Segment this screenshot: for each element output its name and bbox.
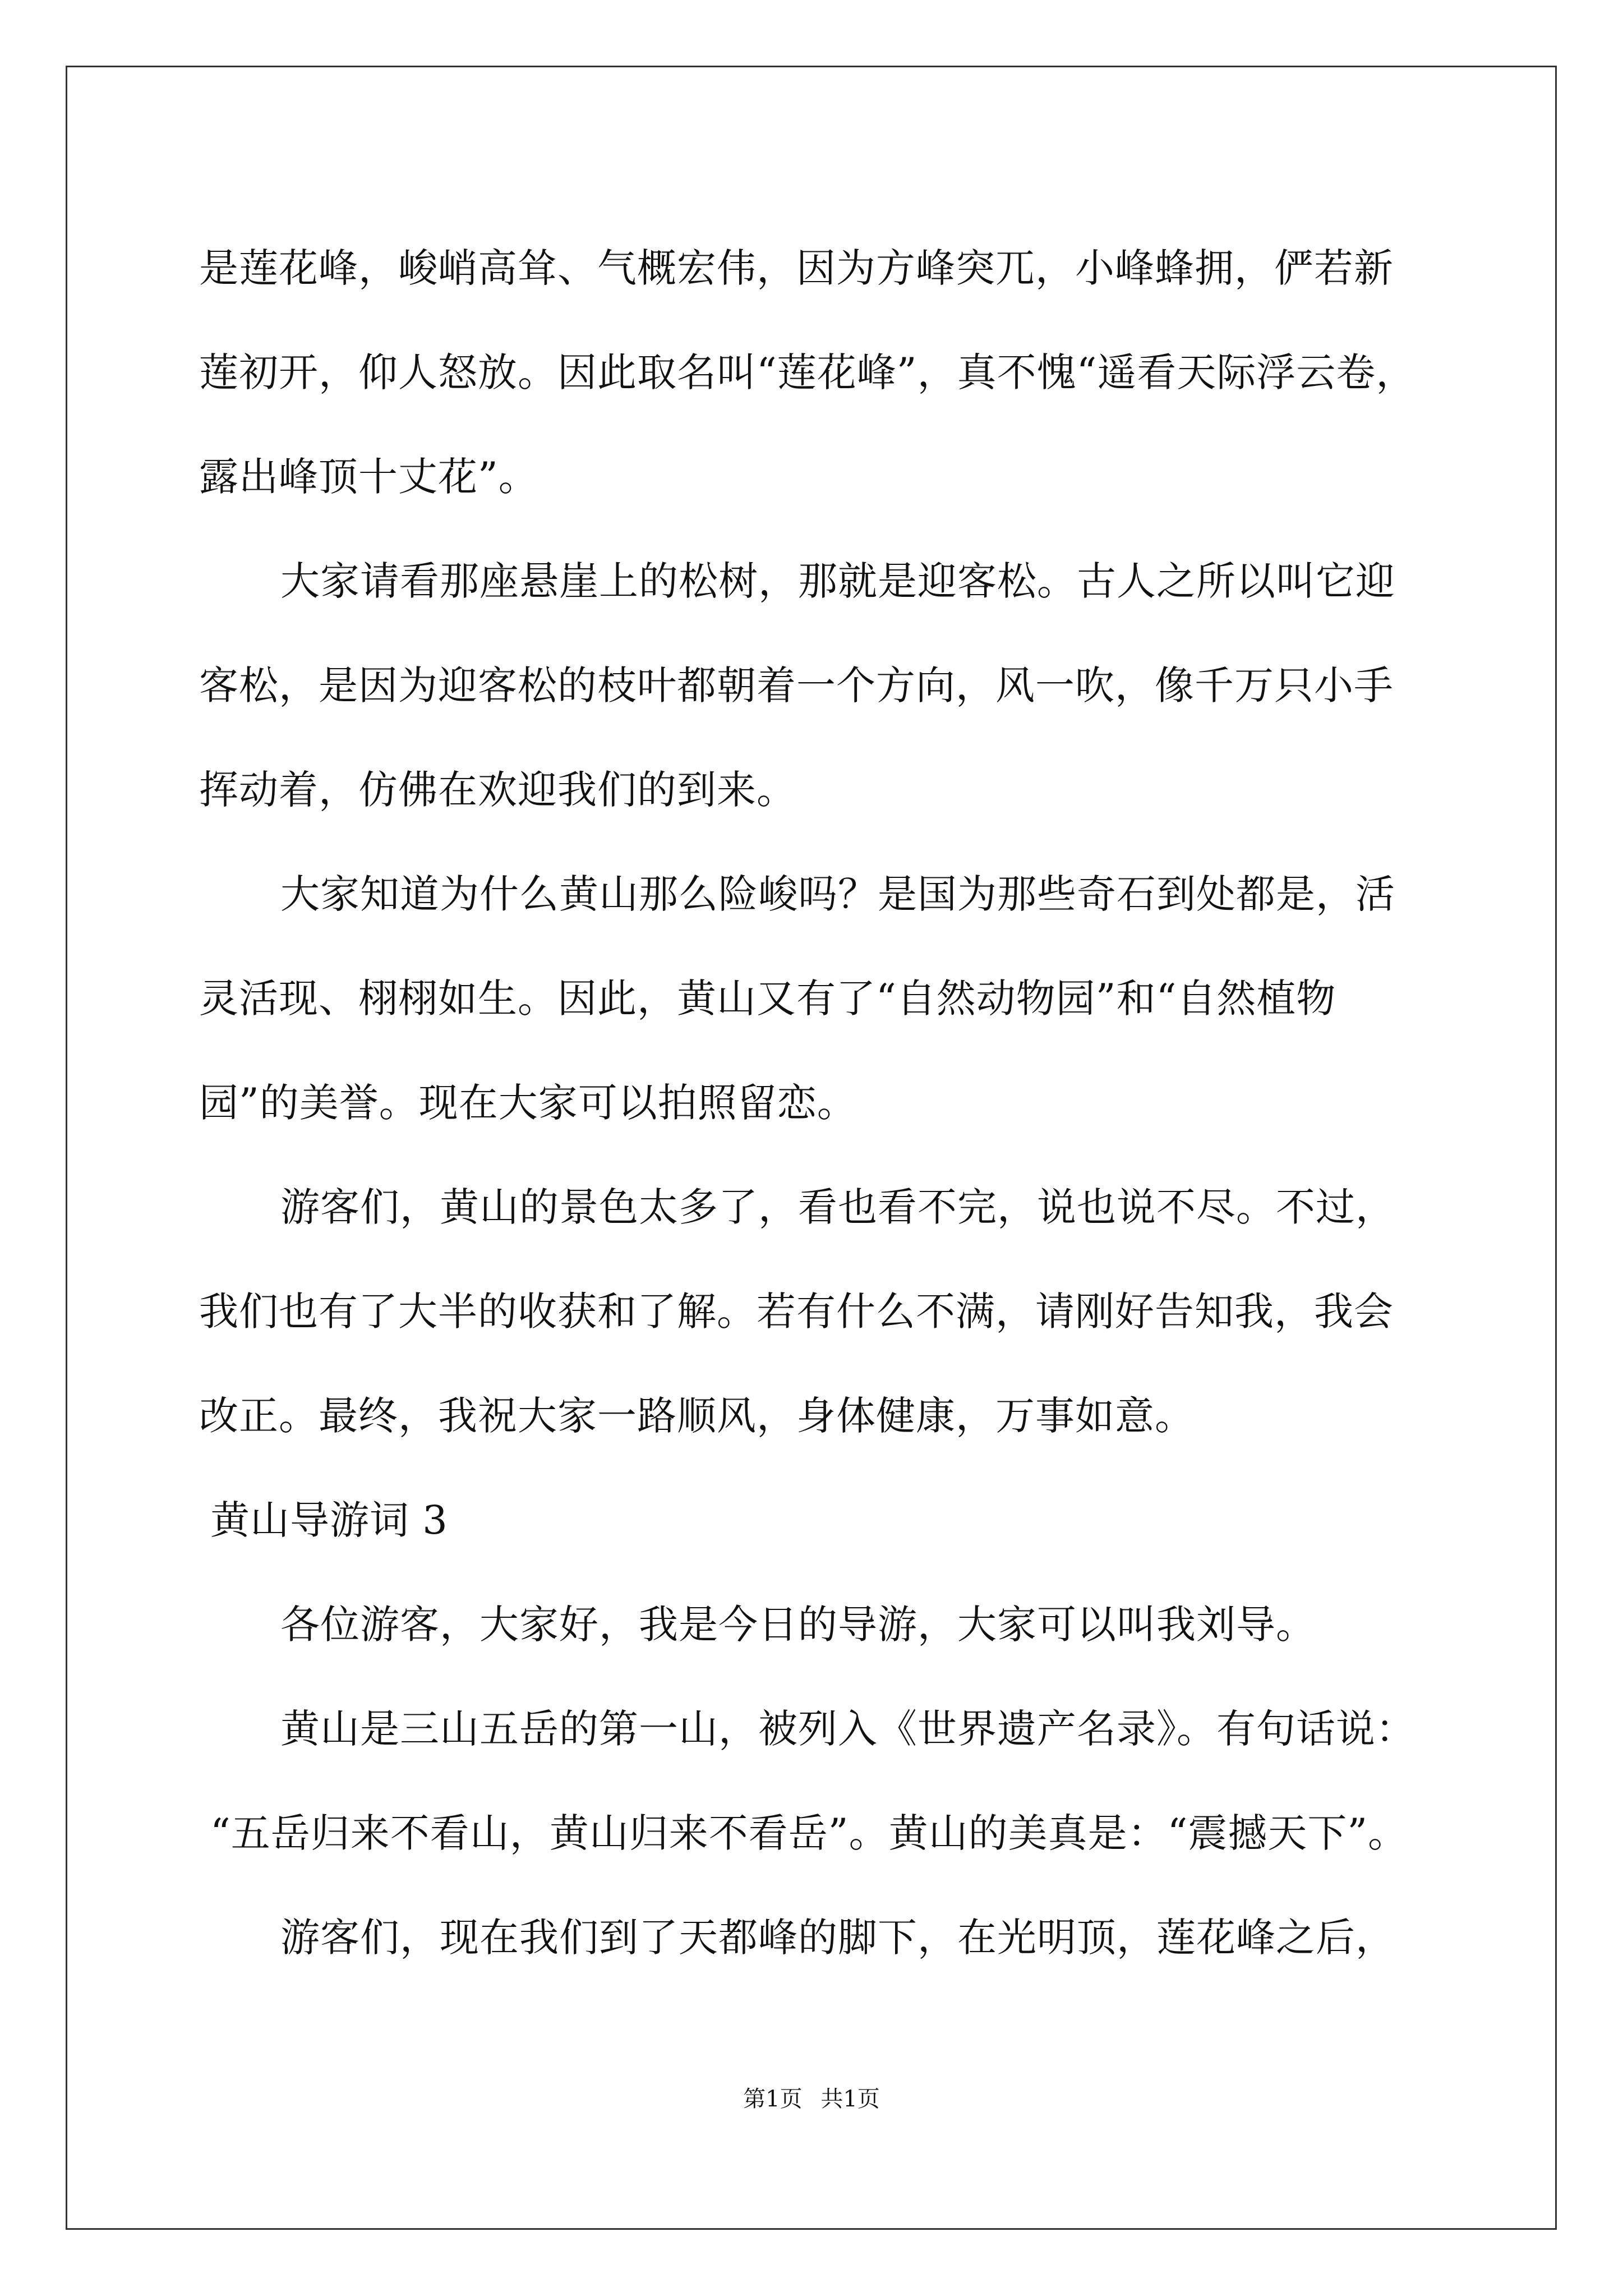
text-line: 客松，是因为迎客松的枝叶都朝着一个方向，风一吹，像千万只小手	[199, 662, 1394, 708]
text-line: 莲初开，仰人怒放。因此取名叫“莲花峰”，真不愧“遥看天际浮云卷，	[199, 349, 1416, 395]
document-body	[199, 216, 1461, 1990]
text-line: 是莲花峰，峻峭高耸、气概宏伟，因为方峰突兀，小峰蜂拥，俨若新	[199, 245, 1394, 291]
text-line: 灵活现、栩栩如生。因此，黄山又有了“自然动物园”和“自然植物	[199, 976, 1336, 1022]
text-line: 大家请看那座悬崖上的松树，那就是迎客松。古人之所以叫它迎	[280, 558, 1395, 604]
section-heading: 黄山导游词 3	[210, 1497, 448, 1543]
page-footer: 第1页 共1页	[743, 2086, 880, 2112]
text-line: 园”的美誉。现在大家可以拍照留恋。	[199, 1080, 857, 1126]
text-line: 改正。最终，我祝大家一路顺风，身体健康，万事如意。	[199, 1393, 1195, 1439]
text-line: 黄山是三山五岳的第一山，被列入《世界遗产名录》。有句话说：	[280, 1706, 1415, 1752]
text-line: 游客们，现在我们到了天都峰的脚下，在光明顶，莲花峰之后，	[280, 1915, 1395, 1961]
text-line: 挥动着，仿佛在欢迎我们的到来。	[199, 767, 796, 813]
text-line: 我们也有了大半的收获和了解。若有什么不满，请刚好告知我，我会	[199, 1289, 1394, 1335]
text-line: 游客们，黄山的景色太多了，看也看不完，说也说不尽。不过，	[280, 1184, 1395, 1230]
text-line: 露出峰顶十丈花”。	[199, 454, 538, 500]
text-line: “五岳归来不看山，黄山归来不看岳”。黄山的美真是：“震撼天下”。	[210, 1810, 1408, 1856]
text-line: 各位游客，大家好，我是今日的导游，大家可以叫我刘导。	[280, 1602, 1316, 1648]
text-line: 大家知道为什么黄山那么险峻吗？是国为那些奇石到处都是，活	[280, 871, 1395, 917]
